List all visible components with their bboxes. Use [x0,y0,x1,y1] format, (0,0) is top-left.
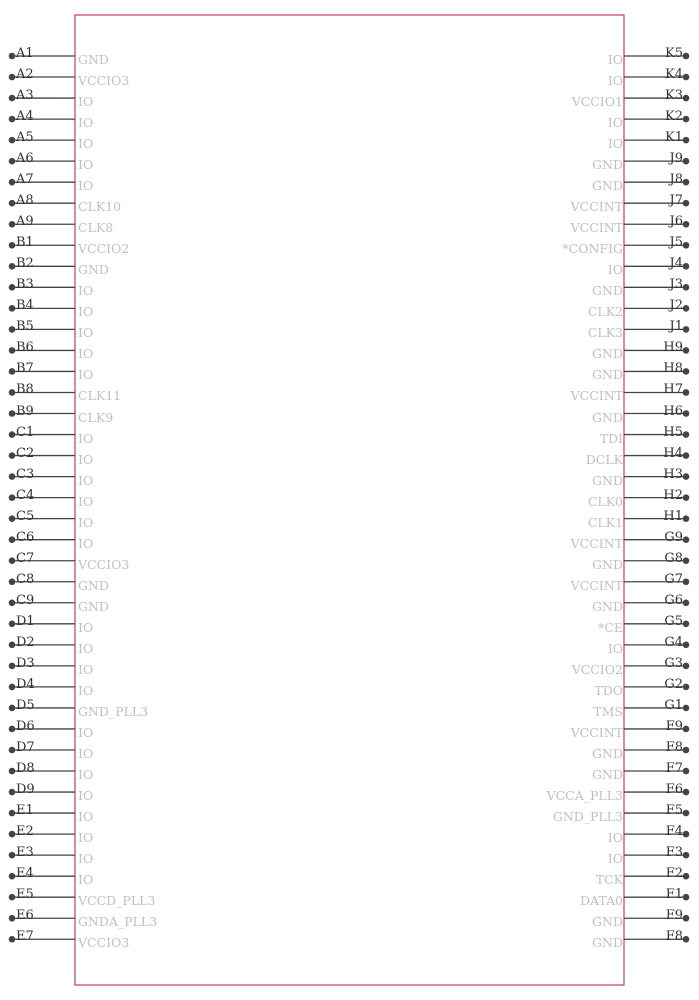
pin-signal-name: IO [607,851,623,867]
pin-signal-name: IO [78,346,94,362]
left-pin-row [0,845,349,873]
left-pin-row [0,277,349,305]
pin-signal-name: VCCINT [570,577,623,593]
right-pin-row [350,46,699,74]
pin-number: C7 [16,550,35,566]
right-pin-row [350,718,699,747]
left-pin-row [0,655,349,684]
pin-signal-name: CLK1 [587,514,623,530]
pin-number: D8 [16,761,35,777]
pin-signal-name: IO [607,52,623,67]
pin-number: F2 [665,866,683,882]
left-pin-row [0,46,349,74]
pin-number: J4 [669,256,683,272]
pin-signal-name: GND [592,767,623,783]
pin-signal-name: GND [592,935,623,951]
pin-signal-name: GND [592,598,623,614]
pin-number: A3 [16,88,34,104]
right-pin-row [350,655,699,684]
pin-signal-name: CLK11 [78,388,122,404]
right-pin-row [350,298,699,326]
pin-number: G6 [664,592,683,608]
pin-signal-name: GND [78,598,109,614]
pin-number: B7 [16,361,34,377]
pin-signal-name: CLK3 [587,325,623,341]
right-pin-row [350,908,699,936]
right-pin-row [350,130,699,158]
left-pin-row [0,340,349,368]
pin-signal-name: GND [592,346,623,362]
pin-number: K4 [665,67,683,83]
pin-signal-name: VCCD_PLL3 [78,893,156,909]
pin-number: D3 [16,655,35,671]
pin-number: K2 [665,109,683,125]
pin-signal-name: IO [78,788,94,804]
left-pin-row [0,424,349,453]
pin-signal-name: IO [78,430,94,446]
pin-number: F5 [665,803,683,819]
pin-signal-name: GND [592,367,623,383]
pin-number: D7 [16,739,35,755]
pin-signal-name: IO [78,451,94,467]
pin-number: A6 [16,151,34,167]
pin-number: C6 [16,529,35,545]
pin-signal-name: IO [607,73,623,89]
pin-number: K1 [665,130,683,146]
right-pin-row [350,214,699,242]
pin-number: A5 [16,130,34,146]
pin-signal-name: GND [592,745,623,761]
pin-number: A4 [16,109,34,125]
pin-number: G1 [664,697,683,713]
pin-number: H4 [663,445,683,461]
right-pin-row [350,466,699,495]
pin-number: E4 [16,866,34,882]
right-pin-row [350,151,699,179]
pin-number: G5 [664,613,683,629]
pin-signal-name: GND [78,262,109,278]
pin-number: B2 [16,256,34,272]
pin-number: B6 [16,340,34,356]
right-pin-row [350,887,699,915]
pin-number: F6 [665,782,683,798]
pin-number: F9 [665,718,683,734]
pin-signal-name: IO [78,767,94,783]
right-pin-row [350,403,699,432]
pin-number: J7 [669,193,683,209]
pin-signal-name: VCCIO3 [78,935,130,951]
pin-number: K3 [665,88,683,104]
pin-number: J9 [669,151,683,167]
pin-signal-name: IO [607,262,623,278]
pin-number: A1 [16,46,34,61]
pin-signal-name: *CONFIG [562,241,623,257]
right-pin-row [350,845,699,873]
right-pin-row [350,424,699,453]
right-pin-row [350,634,699,663]
pin-number: F1 [665,887,683,903]
left-pin-row [0,298,349,326]
pin-number: C1 [16,424,35,440]
pin-number: C9 [16,592,35,608]
pin-number: B8 [16,382,34,398]
pin-number: H8 [663,361,683,377]
pin-signal-name: GND [592,472,623,488]
left-pin-row [0,172,349,200]
pin-number: E2 [16,824,34,840]
pin-signal-name: VCCINT [570,199,623,215]
pin-number: H5 [663,424,683,440]
pin-signal-name: VCCA_PLL3 [546,788,623,804]
right-pin-row [350,445,699,474]
pin-number: F4 [665,824,683,840]
pin-signal-name: CLK0 [587,493,623,509]
pin-number: F8 [665,929,683,945]
pin-signal-name: TDI [599,430,623,446]
pin-signal-name: GNDA_PLL3 [78,914,158,930]
pin-signal-name: IO [78,745,94,761]
pin-signal-name: IO [78,535,94,551]
pin-signal-name: IO [78,367,94,383]
pin-signal-name: IO [78,493,94,509]
pin-number: J5 [669,235,683,251]
pin-signal-name: IO [78,724,94,740]
right-pin-row [350,676,699,705]
left-pin-row [0,824,349,852]
pin-signal-name: VCCIO3 [78,556,130,572]
right-pin-row [350,88,699,116]
pin-number: D5 [16,697,35,713]
pin-signal-name: VCCIO1 [571,94,623,110]
pin-signal-name: VCCIO2 [78,241,130,257]
pin-signal-name: VCCIO2 [571,661,623,677]
left-pin-row [0,676,349,705]
pin-signal-name: DATA0 [580,893,623,909]
right-pin-row [350,235,699,263]
pin-signal-name: CLK2 [587,304,623,320]
left-pin-row [0,887,349,915]
right-pin-row [350,256,699,284]
pin-number: H9 [663,340,683,356]
left-pin-row [0,697,349,726]
pin-signal-name: IO [78,283,94,299]
pin-number: B9 [16,403,34,419]
pin-signal-name: IO [78,619,94,635]
pin-number: H1 [663,508,683,524]
pin-signal-name: VCCIO3 [78,73,130,89]
pin-number: B3 [16,277,34,293]
pin-number: A9 [16,214,34,230]
pin-number: D9 [16,782,35,798]
pin-number: E1 [16,803,34,819]
pin-number: D4 [16,676,35,692]
pin-number: D2 [16,634,35,650]
pin-signal-name: IO [78,157,94,173]
left-pin-row [0,929,349,957]
pin-number: B1 [16,235,34,251]
pin-signal-name: IO [78,136,94,152]
pin-signal-name: IO [78,304,94,320]
pin-number: A7 [16,172,34,188]
pin-signal-name: TMS [593,703,623,719]
pin-number: E6 [16,908,34,924]
right-pin-row [350,277,699,305]
right-pin-row [350,613,699,642]
left-pin-row [0,319,349,347]
right-pin-row [350,550,699,579]
left-pin-row [0,466,349,495]
pin-signal-name: IO [78,115,94,131]
pin-signal-name: IO [78,325,94,341]
right-pin-row [350,319,699,347]
pin-signal-name: GND [592,178,623,194]
pin-signal-name: CLK10 [78,199,122,215]
right-pin-row [350,824,699,852]
pin-number: F9 [665,908,683,924]
right-pin-row [350,172,699,200]
pin-number: H7 [663,382,683,398]
pin-number: J1 [669,319,683,335]
pin-signal-name: VCCINT [570,724,623,740]
left-pin-row [0,782,349,810]
left-pin-row [0,109,349,137]
left-pin-row [0,445,349,474]
left-pin-row [0,214,349,242]
pin-signal-name: IO [78,178,94,194]
pin-signal-name: IO [78,514,94,530]
pin-number: K5 [665,46,683,61]
pin-number: A8 [16,193,34,209]
pin-signal-name: IO [78,809,94,825]
pin-number: C4 [16,487,35,503]
pin-signal-name: GND [78,577,109,593]
left-pin-row [0,403,349,432]
pin-signal-name: IO [78,94,94,110]
pin-number: G7 [664,571,683,587]
pin-signal-name: CLK8 [78,220,114,236]
pin-number: H3 [663,466,683,482]
right-pin-row [350,592,699,621]
right-pin-row [350,109,699,137]
right-pin-row [350,571,699,600]
left-pin-row [0,130,349,158]
pin-number: G8 [664,550,683,566]
left-pin-row [0,67,349,95]
right-pin-row [350,929,699,957]
pin-number: G3 [664,655,683,671]
pin-number: C2 [16,445,35,461]
right-pin-row [350,361,699,389]
right-pin-row [350,761,699,789]
left-pin-row [0,193,349,221]
left-pin-row [0,613,349,642]
pin-signal-name: IO [607,640,623,656]
pin-signal-name: TDO [594,682,623,698]
pin-number: J2 [669,298,683,314]
left-pin-row [0,529,349,558]
left-pin-row [0,361,349,389]
pin-signal-name: GND [592,157,623,173]
pin-signal-name: IO [607,115,623,131]
left-pin-row [0,739,349,768]
pin-signal-name: GND [78,52,109,67]
pin-signal-name: *CE [598,619,623,635]
left-pin-row [0,908,349,936]
pin-number: A2 [16,67,34,83]
right-pin-row [350,193,699,221]
left-pin-row [0,571,349,600]
left-pin-row [0,718,349,747]
pin-signal-name: DCLK [585,451,623,467]
pin-signal-name: IO [607,830,623,846]
pin-number: J3 [669,277,683,293]
left-pin-row [0,761,349,789]
pin-signal-name: GND [592,409,623,425]
pin-number: F8 [665,739,683,755]
left-pin-row [0,634,349,663]
pin-number: H6 [663,403,683,419]
pin-signal-name: IO [78,640,94,656]
pin-signal-name: GND [592,556,623,572]
pin-signal-name: CLK9 [78,409,114,425]
pin-signal-name: IO [78,830,94,846]
pin-number: E3 [16,845,34,861]
right-pin-row [350,340,699,368]
pin-number: G4 [664,634,683,650]
left-pin-row [0,235,349,263]
right-pin-row [350,487,699,516]
right-pin-row [350,67,699,95]
pin-number: B4 [16,298,34,314]
left-pin-row [0,508,349,537]
pin-number: B5 [16,319,34,335]
pin-signal-name: IO [78,472,94,488]
right-pin-row [350,866,699,894]
pin-number: C3 [16,466,35,482]
pin-signal-name: VCCINT [570,388,623,404]
pin-number: F7 [665,761,683,777]
left-pin-row [0,151,349,179]
pin-signal-name: IO [607,136,623,152]
pin-number: C5 [16,508,35,524]
left-pin-row [0,550,349,579]
left-pin-row [0,592,349,621]
pin-number: J8 [669,172,683,188]
pin-number: J6 [669,214,683,230]
pin-signal-name: IO [78,661,94,677]
pin-signal-name: GND [592,283,623,299]
right-pin-row [350,529,699,558]
pin-signal-name: GND_PLL3 [552,809,623,825]
pin-signal-name: TCK [595,872,623,888]
pin-number: D6 [16,718,35,734]
left-pin-row [0,382,349,410]
pin-signal-name: GND [592,914,623,930]
pin-number: H2 [663,487,683,503]
pin-signal-name: VCCINT [570,220,623,236]
pin-number: E5 [16,887,34,903]
pin-signal-name: IO [78,872,94,888]
pin-number: E7 [16,929,34,945]
right-pin-row [350,739,699,768]
right-pin-row [350,782,699,810]
pin-signal-name: GND_PLL3 [78,703,149,719]
right-pin-row [350,803,699,831]
pin-signal-name: IO [78,682,94,698]
pin-number: G2 [664,676,683,692]
pin-signal-name: IO [78,851,94,867]
pin-number: F3 [665,845,683,861]
right-pin-row [350,508,699,537]
left-pin-row [0,256,349,284]
pin-signal-name: VCCINT [570,535,623,551]
right-pin-row [350,697,699,726]
pin-number: D1 [16,613,35,629]
pin-number: C8 [16,571,35,587]
left-pin-row [0,803,349,831]
left-pin-row [0,88,349,116]
left-pin-row [0,866,349,894]
left-pin-row [0,487,349,516]
pin-number: G9 [664,529,683,545]
right-pin-row [350,382,699,410]
